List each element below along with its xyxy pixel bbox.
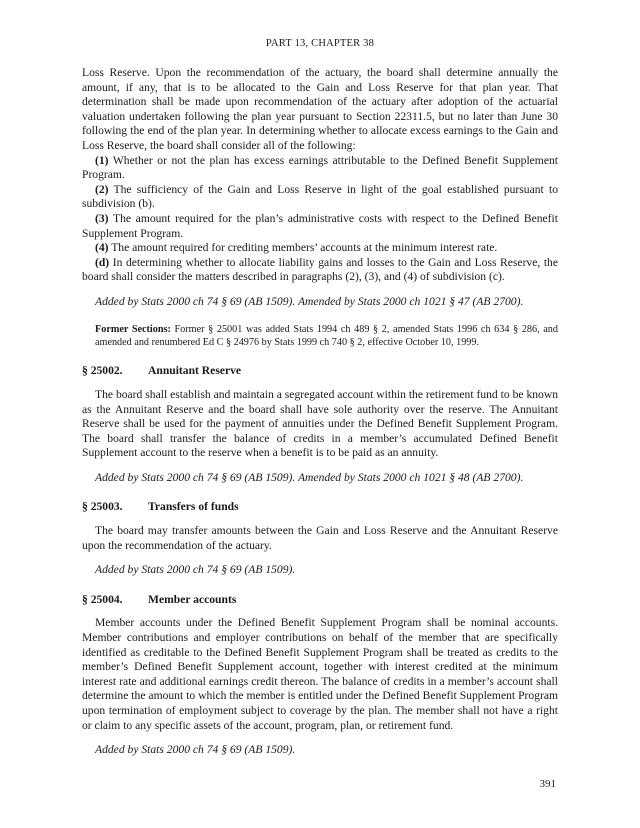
list-item — [82, 256, 558, 285]
page-number: 391 — [539, 778, 556, 790]
item-label: (d) — [95, 255, 110, 269]
section-body: Member accounts under the Defined Benefit Supplement Program shall be nominal accounts. Member contributions and employer contributions on behalf of the member that are specifically identified as creditable to the Defined Benefit Supplement Program shall be treated as credits to the member’s Defined Benefit Supplement account, together with interest credited at the minimum interest rate and additional earnings credit thereon. The balance of credits in a member’s account shall determine the amount to which the member is entitled under the Defined Benefit Supplement Program upon termination of employment subject to coverage by the plan. The member shall not have a right or claim to any specific assets of the account, program, plan, or retirement fund. — [82, 616, 558, 732]
running-header: PART 13, CHAPTER 38 — [265, 38, 375, 49]
section-title: Transfers of funds — [148, 500, 239, 514]
section-heading — [82, 500, 558, 515]
history-citation: Added by Stats 2000 ch 74 § 69 (AB 1509). Amended by Stats 2000 ch 1021 § 47 (AB 2700). — [95, 294, 524, 308]
item-label: (1) — [95, 153, 109, 167]
page-body — [82, 66, 558, 758]
section-heading — [82, 593, 558, 608]
list-item — [82, 241, 558, 256]
item-text: In determining whether to allocate liability gains and losses to the Gain and Loss Reserve, the board shall consider the matters described in paragraphs (2), (3), and (4) of subdivision (c). — [82, 255, 558, 284]
section-title: Annuitant Reserve — [148, 364, 242, 378]
section-body: The board shall establish and maintain a segregated account within the retirement fund to be known as the Annuitant Reserve and the board shall have sole authority over the reserve. The Annuitant Reserve shall be used for the payment of annuities under the Defined Benefit Supplement Program. The board shall transfer the balance of credits in a member’s accumulated Defined Benefit Supplement account to the reserve when a benefit is to be paid as an annuity. — [82, 387, 558, 460]
section-number: § 25002. — [82, 364, 123, 378]
list-item — [82, 212, 558, 241]
former-sections-label: Former Sections: — [95, 323, 171, 335]
former-sections-note — [82, 323, 558, 350]
history-citation: Added by Stats 2000 ch 74 § 69 (AB 1509). Amended by Stats 2000 ch 1021 § 48 (AB 2700). — [95, 470, 524, 484]
item-label: (3) — [95, 211, 109, 225]
section-title: Member accounts — [148, 592, 237, 606]
section-heading — [82, 364, 558, 379]
item-label: (4) — [95, 241, 109, 255]
item-text: Whether or not the plan has excess earnings attributable to the Defined Benefit Supplement Program. — [82, 153, 558, 182]
section-number: § 25004. — [82, 592, 123, 606]
item-text: The amount required for crediting members’ accounts at the minimum interest rate. — [108, 241, 498, 255]
item-text: The amount required for the plan’s administrative costs with respect to the Defined Benefit Supplement Program. — [82, 211, 558, 240]
former-sections-text: Former § 25001 was added Stats 1994 ch 489 § 2, amended Stats 1996 ch 634 § 286, and amended and renumbered Ed C § 24976 by Stats 1999 ch 740 § 2, effective October 10, 1999. — [95, 323, 558, 348]
list-item — [82, 183, 558, 212]
section-body: The board may transfer amounts between the Gain and Loss Reserve and the Annuitant Reserve upon the recommendation of the actuary. — [82, 524, 558, 552]
history-citation: Added by Stats 2000 ch 74 § 69 (AB 1509). — [95, 743, 296, 757]
intro-paragraph: Loss Reserve. Upon the recommendation of the actuary, the board shall determine annually the amount, if any, that is to be allocated to the Gain and Loss Reserve for that plan year. That determination shall be made upon recommendation of the actuary after adoption of the actuarial valuation undertaken following the plan year pursuant to Section 22311.5, but no later than June 30 following the end of the plan year. In determining whether to allocate excess earnings to the Gain and Loss Reserve, the board shall consider all of the following: — [82, 66, 558, 152]
item-text: The sufficiency of the Gain and Loss Reserve in light of the goal established pursuant to subdivision (b). — [82, 182, 558, 211]
item-label: (2) — [95, 182, 109, 196]
history-citation: Added by Stats 2000 ch 74 § 69 (AB 1509). — [95, 563, 296, 577]
section-number: § 25003. — [82, 500, 123, 514]
list-item — [82, 154, 558, 183]
